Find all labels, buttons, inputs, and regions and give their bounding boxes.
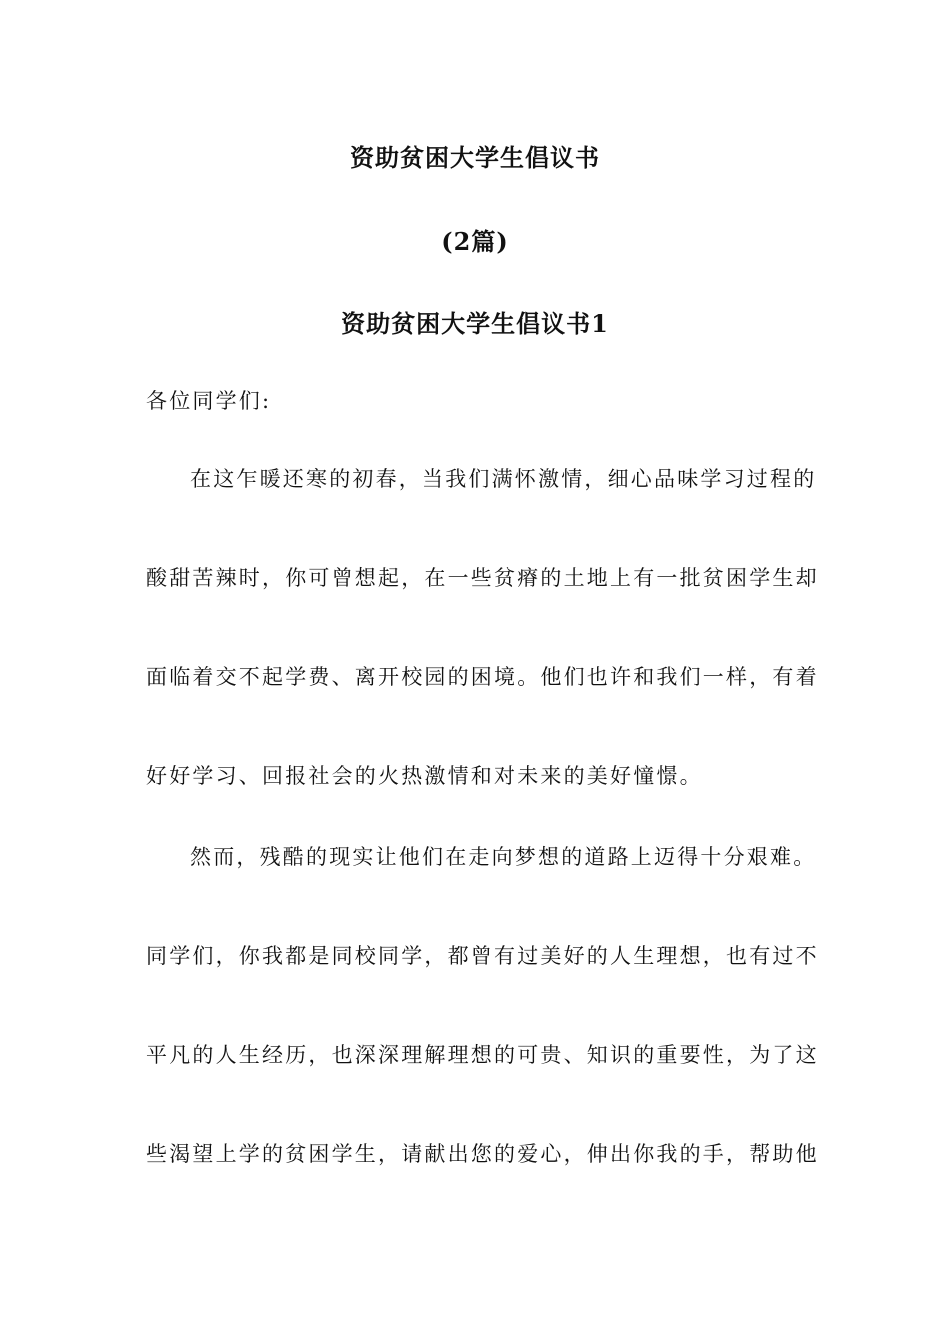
section-title: 资助贫困大学生倡议书1 [341,309,609,338]
document-title: 资助贫困大学生倡议书 [350,143,600,172]
salutation: 各位同学们: [146,389,272,413]
paragraph-line: 平凡的人生经历，也深深理解理想的可贵、知识的重要性，为了这 [146,1043,819,1067]
document-subtitle: (2篇) [441,227,509,256]
paragraph-line: 然而，残酷的现实让他们在走向梦想的道路上迈得十分艰难。 [190,845,817,869]
paragraph-line: 在这乍暖还寒的初春，当我们满怀激情，细心品味学习过程的 [190,467,817,491]
paragraph-line: 同学们，你我都是同校同学，都曾有过美好的人生理想，也有过不 [146,944,819,968]
paragraph-line: 酸甜苦辣时，你可曾想起，在一些贫瘠的土地上有一批贫困学生却 [146,566,819,590]
paragraph-line: 些渴望上学的贫困学生，请献出您的爱心，伸出你我的手，帮助他 [146,1142,819,1166]
paragraph-line: 好好学习、回报社会的火热激情和对未来的美好憧憬。 [146,764,703,788]
paragraph-line: 面临着交不起学费、离开校园的困境。他们也许和我们一样，有着 [146,665,819,689]
